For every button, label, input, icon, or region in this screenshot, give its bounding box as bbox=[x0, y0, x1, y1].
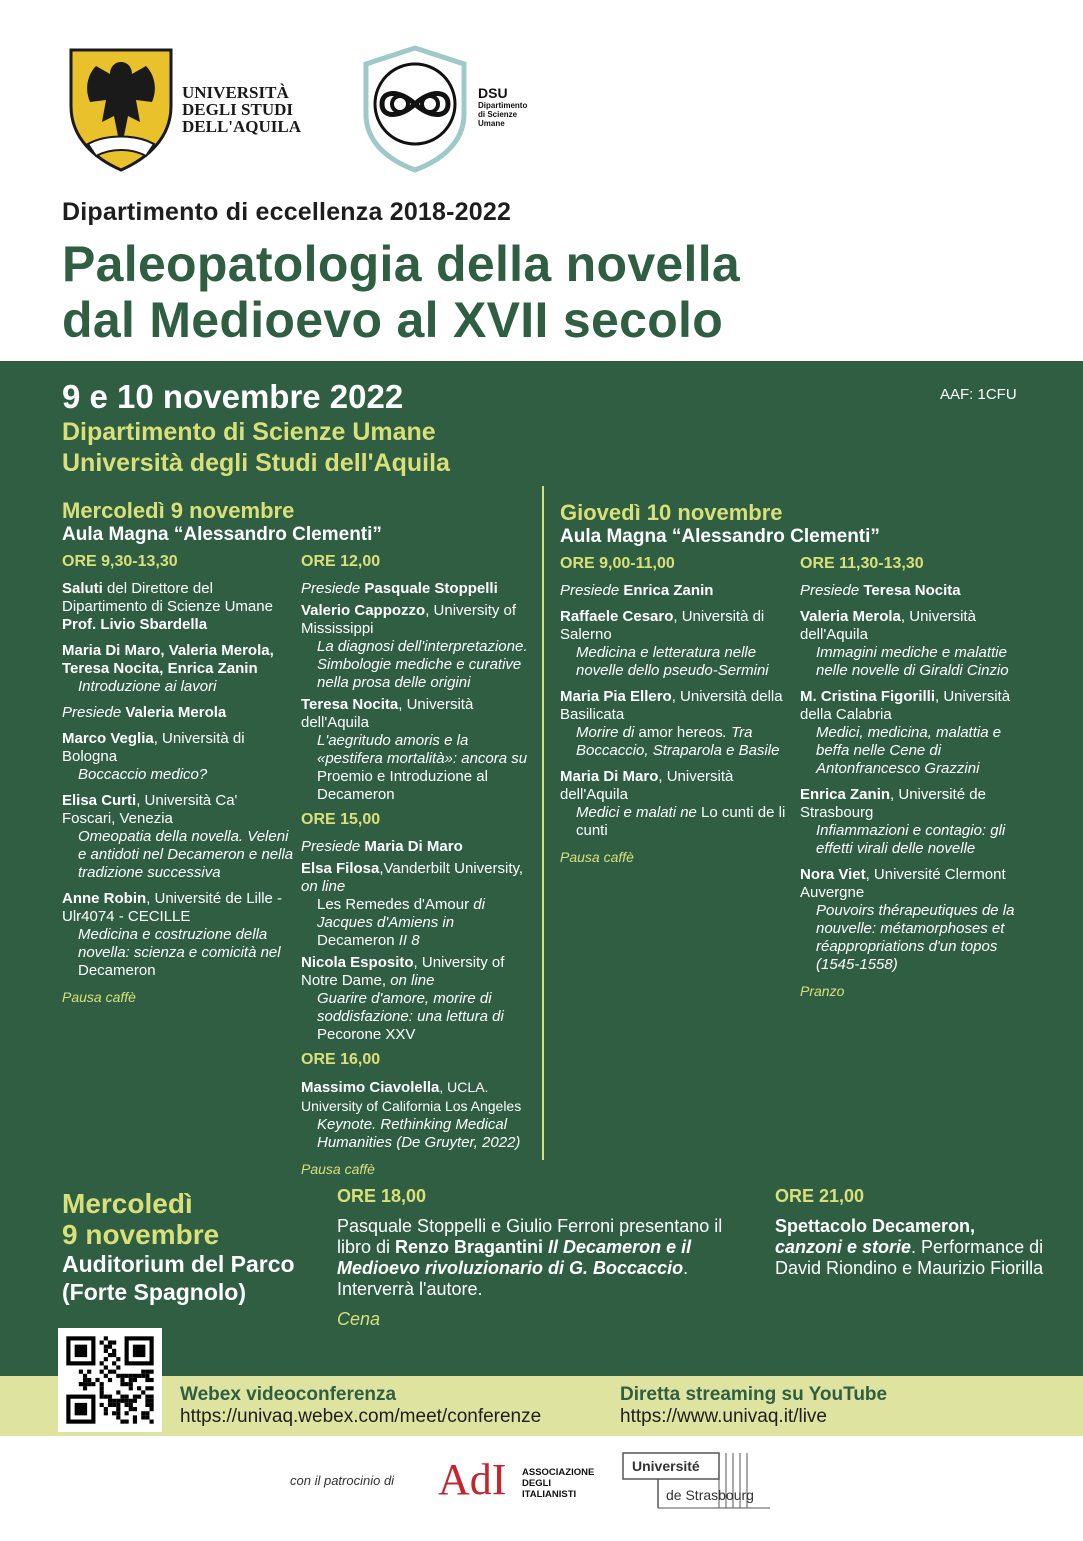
session-time: ORE 9,00-11,00 bbox=[560, 555, 675, 572]
presiede: Presiede Valeria Merola bbox=[62, 704, 227, 721]
event-venue: Dipartimento di Scienze Umane Università degli Studi dell'Aquila bbox=[62, 418, 450, 477]
talk-title: Guarire d'amore, morire di soddisfazione: una lettura di Pecorone XXV bbox=[317, 990, 504, 1043]
dsu-logo bbox=[360, 44, 470, 174]
talk-title: Medicina e costruzione della novella: scienza e comicità nel Decameron bbox=[78, 926, 281, 979]
session-time: ORE 21,00 bbox=[775, 1186, 865, 1206]
day2-session1 bbox=[560, 554, 790, 866]
break-label: Cena bbox=[337, 1309, 381, 1329]
session-time: ORE 15,00 bbox=[301, 811, 381, 828]
break-label: Pausa caffè bbox=[301, 1161, 375, 1177]
speaker: Maria Pia Ellero, Università della Basilicata bbox=[560, 688, 783, 723]
day2-title: Giovedì 10 novembre bbox=[560, 500, 783, 525]
talk-title: Introduzione ai lavori bbox=[78, 678, 217, 695]
stras-line-1: Université bbox=[632, 1458, 700, 1474]
break-label: Pausa caffè bbox=[560, 849, 634, 865]
talk-title: Medici e malati ne Lo cunti de li cunti bbox=[576, 804, 786, 839]
dsu-shield-icon bbox=[360, 44, 470, 174]
speaker: Valerio Cappozzo, University of Mississippi bbox=[301, 602, 517, 637]
qr-code[interactable] bbox=[58, 1328, 162, 1432]
talk-title: Immagini mediche e malattie nelle novelle di Giraldi Cinzio bbox=[816, 644, 1009, 679]
youtube-info bbox=[620, 1384, 887, 1428]
header-subtitle: Dipartimento di eccellenza 2018-2022 bbox=[62, 198, 512, 226]
univaq-wordmark: UNIVERSITÀ DEGLI STUDI DELL'AQUILA bbox=[182, 83, 302, 136]
speaker: Marco Veglia, Università di Bologna bbox=[62, 730, 245, 765]
day2-session2 bbox=[800, 554, 1032, 1000]
day1-session2 bbox=[301, 552, 533, 1178]
speaker: M. Cristina Figorilli, Università della Calabria bbox=[800, 688, 1011, 723]
day2-aula: Aula Magna “Alessandro Clementi” bbox=[560, 526, 880, 547]
title-line-1: Paleopatologia della novella bbox=[62, 236, 741, 292]
day2-header bbox=[560, 500, 1030, 548]
youtube-title: Diretta streaming su YouTube bbox=[620, 1384, 888, 1405]
patronage-label: con il patrocinio di bbox=[290, 1473, 395, 1488]
speaker: Anne Robin, Université de Lille - Ulr4074 - CECILLE bbox=[62, 890, 283, 925]
presiede: Presiede Pasquale Stoppelli bbox=[301, 580, 498, 597]
day1-header bbox=[62, 498, 532, 546]
speaker: Enrica Zanin, Université de Strasbourg bbox=[800, 786, 986, 821]
event-dates: 9 e 10 novembre 2022 bbox=[62, 378, 404, 415]
webex-title: Webex videoconferenza bbox=[180, 1384, 397, 1405]
day1-session1 bbox=[62, 552, 294, 1006]
qr-code-icon bbox=[58, 1328, 162, 1432]
speaker: Massimo Ciavolella, UCLA. University of California Los Angeles bbox=[301, 1079, 522, 1114]
webex-info bbox=[180, 1384, 541, 1428]
streaming-band bbox=[0, 1376, 1083, 1436]
day1-aula: Aula Magna “Alessandro Clementi” bbox=[62, 524, 382, 545]
talk-title: Medici, medicina, malattia e beffa nelle Cene di Antonfrancesco Grazzini bbox=[816, 724, 1002, 777]
saluti: Saluti del Direttore del Dipartimento di Scienze Umane Prof. Livio Sbardella bbox=[62, 580, 273, 633]
session-time: ORE 12,00 bbox=[301, 553, 381, 570]
break-label: Pausa caffè bbox=[62, 989, 136, 1005]
speaker: Nora Viet, Université Clermont Auvergne bbox=[800, 866, 1006, 901]
speaker: Elisa Curti, Università Ca' Foscari, Venezia bbox=[62, 792, 238, 827]
talk-title: Morire di amor hereos. Tra Boccaccio, Straparola e Basile bbox=[576, 724, 780, 759]
title-line-2: dal Medioevo al XVII secolo bbox=[62, 292, 724, 348]
youtube-link[interactable]: https://www.univaq.it/live bbox=[620, 1406, 827, 1427]
intro: Maria Di Maro, Valeria Merola, Teresa Nocita, Enrica Zanin bbox=[62, 642, 274, 677]
day1-title: Mercoledì 9 novembre bbox=[62, 498, 295, 523]
evening-event-2: ORE 21,00 Spettacolo Decameron, canzoni e storie. Performance di David Riondino e Maurizio Fiorilla bbox=[775, 1186, 1044, 1278]
talk-title: Infiammazioni e contagio: gli effetti virali delle novelle bbox=[816, 822, 1006, 857]
strasbourg-logo bbox=[622, 1452, 772, 1512]
dsu-wordmark: DSU Dipartimento di Scienze Umane bbox=[478, 85, 528, 128]
adi-logo: AdI bbox=[438, 1455, 507, 1504]
speaker: Maria Di Maro, Università dell'Aquila bbox=[560, 768, 734, 803]
talk-title: L'aegritudo amoris e la «pestifera mortalità»: ancora su Proemio e Introduzione al Decameron bbox=[317, 732, 528, 803]
talk-title: Boccaccio medico? bbox=[78, 766, 208, 783]
talk-title: Keynote. Rethinking Medical Humanities (De Gruyter, 2022) bbox=[317, 1116, 521, 1151]
evening-venue: Auditorium del Parco (Forte Spagnolo) bbox=[62, 1251, 295, 1305]
speaker: Raffaele Cesaro, Università di Salerno bbox=[560, 608, 765, 643]
evening-event-1: ORE 18,00 Pasquale Stoppelli e Giulio Ferroni presentano il libro di Renzo Bragantini Il Decameron e il Medioevo rivoluzionario di G. Boccaccio. Interverrà l'autore. Cena bbox=[337, 1186, 737, 1330]
speaker: Elsa Filosa,Vanderbilt University, on line bbox=[301, 860, 524, 895]
break-label: Pranzo bbox=[800, 983, 845, 999]
talk-title: Les Remedes d'Amour di Jacques d'Amiens in Decameron II 8 bbox=[317, 896, 485, 949]
talk-title: Medicina e letteratura nelle novelle dello pseudo-Sermini bbox=[576, 644, 769, 679]
session-time: ORE 11,30-13,30 bbox=[800, 555, 924, 572]
talk-title: Pouvoirs thérapeutiques de la nouvelle: métamorphoses et réappropriations d'un topos (1545-1558) bbox=[816, 902, 1015, 973]
presiede: Presiede Enrica Zanin bbox=[560, 582, 714, 599]
session-time: ORE 16,00 bbox=[301, 1051, 381, 1068]
speaker: Teresa Nocita, Università dell'Aquila bbox=[301, 696, 474, 731]
speaker: Nicola Esposito, University of Notre Dame, on line bbox=[301, 954, 505, 989]
univaq-eagle-icon bbox=[66, 44, 176, 172]
session-time: ORE 9,30-13,30 bbox=[62, 553, 178, 570]
session-time: ORE 18,00 bbox=[337, 1186, 427, 1206]
evening-day: Mercoledì 9 novembre bbox=[62, 1188, 220, 1250]
page-title bbox=[62, 236, 740, 348]
talk-title: Omeopatia della novella. Veleni e antidoti nel Decameron e nella tradizione successiva bbox=[78, 828, 294, 881]
talk-title: La diagnosi dell'interpretazione. Simbologie mediche e curative nella prosa delle origini bbox=[317, 638, 528, 691]
presiede: Presiede Teresa Nocita bbox=[800, 582, 961, 599]
stras-line-2: de Strasbourg bbox=[666, 1487, 754, 1503]
univaq-logo bbox=[66, 44, 176, 172]
adi-wordmark: ASSOCIAZIONE DEGLI ITALIANISTI bbox=[522, 1467, 595, 1500]
webex-link[interactable]: https://univaq.webex.com/meet/conferenze bbox=[180, 1406, 542, 1427]
column-divider bbox=[542, 486, 544, 1160]
speaker: Valeria Merola, Università dell'Aquila bbox=[800, 608, 976, 643]
credits-badge: AAF: 1CFU bbox=[940, 386, 1017, 403]
presiede: Presiede Maria Di Maro bbox=[301, 838, 463, 855]
